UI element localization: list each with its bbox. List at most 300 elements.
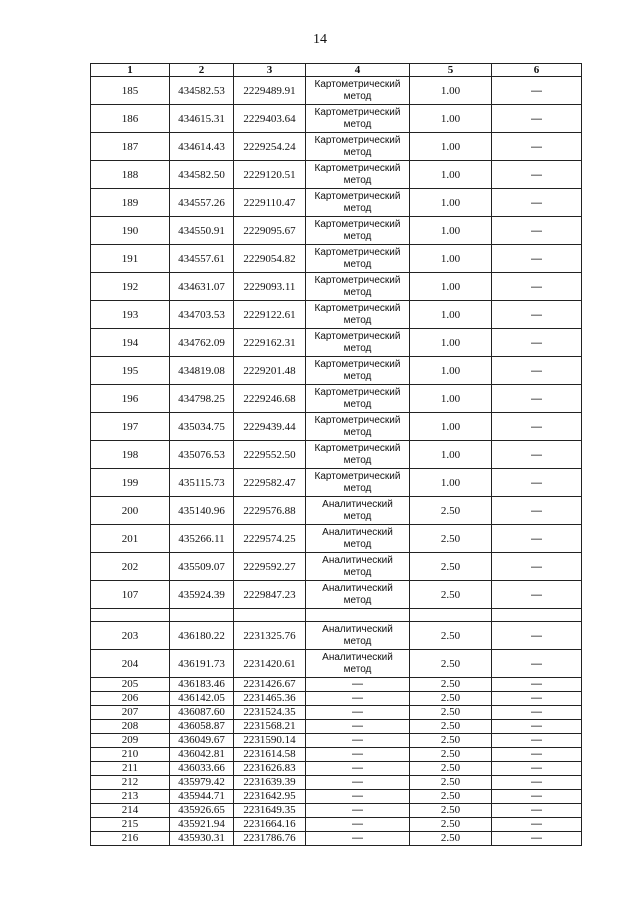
method-cell — [306, 762, 410, 776]
note-cell: — — [492, 273, 582, 301]
table-row — [91, 762, 582, 776]
table-body — [91, 77, 582, 846]
table-row — [91, 245, 582, 273]
note-cell: — — [492, 553, 582, 581]
y-coordinate-cell: 2229592.27 — [234, 553, 306, 581]
accuracy-cell: 1.00 — [410, 77, 492, 105]
method-text-line: Картометрический — [314, 78, 401, 90]
accuracy-cell: 2.50 — [410, 706, 492, 720]
y-coordinate-cell: 2231786.76 — [234, 832, 306, 846]
table-row — [91, 581, 582, 609]
table-row — [91, 469, 582, 497]
x-coordinate-cell: 434582.50 — [170, 161, 234, 189]
separator-cell — [306, 609, 410, 622]
header-col-2: 2 — [170, 64, 234, 77]
accuracy-cell: 2.50 — [410, 650, 492, 678]
method-text-line: Картометрический — [314, 386, 401, 398]
note-cell: — — [492, 748, 582, 762]
table-row — [91, 706, 582, 720]
method-text-line: — — [352, 818, 363, 830]
method-text-line: метод — [343, 635, 372, 647]
accuracy-cell: 1.00 — [410, 217, 492, 245]
note-cell: — — [492, 762, 582, 776]
page-number: 14 — [313, 32, 327, 47]
accuracy-cell: 1.00 — [410, 245, 492, 273]
note-cell: — — [492, 77, 582, 105]
method-text-line: метод — [343, 118, 372, 130]
header-col-5: 5 — [410, 64, 492, 77]
point-number-cell: 210 — [91, 748, 170, 762]
separator-cell — [234, 609, 306, 622]
y-coordinate-cell: 2229439.44 — [234, 413, 306, 441]
separator-cell — [170, 609, 234, 622]
method-text-line: Аналитический — [322, 498, 393, 510]
accuracy-cell: 1.00 — [410, 273, 492, 301]
point-number-cell: 193 — [91, 301, 170, 329]
x-coordinate-cell: 436049.67 — [170, 734, 234, 748]
x-coordinate-cell: 436042.81 — [170, 748, 234, 762]
accuracy-cell: 1.00 — [410, 133, 492, 161]
table-row — [91, 189, 582, 217]
x-coordinate-cell: 436183.46 — [170, 678, 234, 692]
note-cell: — — [492, 804, 582, 818]
method-text-line: метод — [343, 566, 372, 578]
note-cell: — — [492, 161, 582, 189]
method-cell — [306, 329, 410, 357]
method-cell — [306, 357, 410, 385]
note-cell: — — [492, 133, 582, 161]
method-text-line: метод — [343, 426, 372, 438]
x-coordinate-cell: 436180.22 — [170, 622, 234, 650]
point-number-cell: 215 — [91, 818, 170, 832]
accuracy-cell: 2.50 — [410, 581, 492, 609]
method-text-line: Аналитический — [322, 526, 393, 538]
y-coordinate-cell: 2229254.24 — [234, 133, 306, 161]
note-cell: — — [492, 105, 582, 133]
note-cell: — — [492, 525, 582, 553]
x-coordinate-cell: 434798.25 — [170, 385, 234, 413]
method-text-line: Картометрический — [314, 414, 401, 426]
note-cell: — — [492, 734, 582, 748]
y-coordinate-cell: 2231649.35 — [234, 804, 306, 818]
method-text-line: — — [352, 776, 363, 788]
accuracy-cell: 1.00 — [410, 329, 492, 357]
method-cell — [306, 804, 410, 818]
x-coordinate-cell: 435944.71 — [170, 790, 234, 804]
y-coordinate-cell: 2229489.91 — [234, 77, 306, 105]
y-coordinate-cell: 2229552.50 — [234, 441, 306, 469]
y-coordinate-cell: 2229054.82 — [234, 245, 306, 273]
table-row — [91, 692, 582, 706]
table-row — [91, 678, 582, 692]
point-number-cell: 203 — [91, 622, 170, 650]
table-row — [91, 720, 582, 734]
table-row — [91, 301, 582, 329]
method-text-line: Картометрический — [314, 106, 401, 118]
x-coordinate-cell: 435034.75 — [170, 413, 234, 441]
separator-cell — [91, 609, 170, 622]
accuracy-cell: 2.50 — [410, 720, 492, 734]
method-cell — [306, 581, 410, 609]
note-cell: — — [492, 790, 582, 804]
y-coordinate-cell: 2229201.48 — [234, 357, 306, 385]
point-number-cell: 206 — [91, 692, 170, 706]
method-cell — [306, 133, 410, 161]
header-col-3: 3 — [234, 64, 306, 77]
method-text-line: Картометрический — [314, 358, 401, 370]
point-number-cell: 211 — [91, 762, 170, 776]
header-col-4: 4 — [306, 64, 410, 77]
point-number-cell: 187 — [91, 133, 170, 161]
method-cell — [306, 189, 410, 217]
method-cell — [306, 385, 410, 413]
method-cell — [306, 497, 410, 525]
x-coordinate-cell: 434762.09 — [170, 329, 234, 357]
y-coordinate-cell: 2231524.35 — [234, 706, 306, 720]
point-number-cell: 191 — [91, 245, 170, 273]
method-cell — [306, 469, 410, 497]
point-number-cell: 212 — [91, 776, 170, 790]
table-row — [91, 818, 582, 832]
method-text-line: — — [352, 706, 363, 718]
x-coordinate-cell: 434582.53 — [170, 77, 234, 105]
y-coordinate-cell: 2231426.67 — [234, 678, 306, 692]
table-row — [91, 133, 582, 161]
point-number-cell: 196 — [91, 385, 170, 413]
x-coordinate-cell: 435930.31 — [170, 832, 234, 846]
method-text-line: метод — [343, 230, 372, 242]
method-text-line: — — [352, 804, 363, 816]
table-row — [91, 217, 582, 245]
accuracy-cell: 1.00 — [410, 413, 492, 441]
method-text-line: метод — [343, 370, 372, 382]
x-coordinate-cell: 434550.91 — [170, 217, 234, 245]
y-coordinate-cell: 2231590.14 — [234, 734, 306, 748]
method-text-line: метод — [343, 314, 372, 326]
point-number-cell: 216 — [91, 832, 170, 846]
accuracy-cell: 2.50 — [410, 497, 492, 525]
method-text-line: метод — [343, 342, 372, 354]
note-cell: — — [492, 385, 582, 413]
y-coordinate-cell: 2231664.16 — [234, 818, 306, 832]
y-coordinate-cell: 2231420.61 — [234, 650, 306, 678]
method-cell — [306, 720, 410, 734]
table-row — [91, 441, 582, 469]
note-cell: — — [492, 692, 582, 706]
method-cell — [306, 734, 410, 748]
note-cell: — — [492, 622, 582, 650]
method-text-line: — — [352, 762, 363, 774]
method-cell — [306, 678, 410, 692]
table-row — [91, 357, 582, 385]
method-text-line: — — [352, 734, 363, 746]
accuracy-cell: 1.00 — [410, 189, 492, 217]
accuracy-cell: 1.00 — [410, 357, 492, 385]
table-row — [91, 77, 582, 105]
method-text-line: метод — [343, 286, 372, 298]
note-cell: — — [492, 357, 582, 385]
note-cell: — — [492, 678, 582, 692]
x-coordinate-cell: 435076.53 — [170, 441, 234, 469]
table-row — [91, 553, 582, 581]
note-cell: — — [492, 469, 582, 497]
y-coordinate-cell: 2231626.83 — [234, 762, 306, 776]
table-row — [91, 622, 582, 650]
table-separator-row — [91, 609, 582, 622]
point-number-cell: 188 — [91, 161, 170, 189]
point-number-cell: 198 — [91, 441, 170, 469]
accuracy-cell: 1.00 — [410, 385, 492, 413]
method-cell — [306, 553, 410, 581]
note-cell: — — [492, 650, 582, 678]
method-text-line: — — [352, 678, 363, 690]
accuracy-cell: 2.50 — [410, 818, 492, 832]
table-row — [91, 385, 582, 413]
point-number-cell: 194 — [91, 329, 170, 357]
method-text-line: метод — [343, 398, 372, 410]
point-number-cell: 208 — [91, 720, 170, 734]
method-cell — [306, 245, 410, 273]
method-text-line: Картометрический — [314, 330, 401, 342]
y-coordinate-cell: 2229403.64 — [234, 105, 306, 133]
method-text-line: метод — [343, 663, 372, 675]
accuracy-cell: 2.50 — [410, 525, 492, 553]
method-text-line: Картометрический — [314, 274, 401, 286]
point-number-cell: 186 — [91, 105, 170, 133]
method-cell — [306, 105, 410, 133]
y-coordinate-cell: 2229093.11 — [234, 273, 306, 301]
point-number-cell: 197 — [91, 413, 170, 441]
note-cell: — — [492, 329, 582, 357]
note-cell: — — [492, 301, 582, 329]
table-row — [91, 804, 582, 818]
y-coordinate-cell: 2231465.36 — [234, 692, 306, 706]
method-text-line: — — [352, 748, 363, 760]
y-coordinate-cell: 2231642.95 — [234, 790, 306, 804]
point-number-cell: 195 — [91, 357, 170, 385]
method-cell — [306, 441, 410, 469]
accuracy-cell: 1.00 — [410, 441, 492, 469]
point-number-cell: 107 — [91, 581, 170, 609]
x-coordinate-cell: 435115.73 — [170, 469, 234, 497]
accuracy-cell: 2.50 — [410, 692, 492, 706]
note-cell: — — [492, 189, 582, 217]
accuracy-cell: 2.50 — [410, 776, 492, 790]
x-coordinate-cell: 435509.07 — [170, 553, 234, 581]
point-number-cell: 213 — [91, 790, 170, 804]
point-number-cell: 209 — [91, 734, 170, 748]
point-number-cell: 205 — [91, 678, 170, 692]
method-cell — [306, 650, 410, 678]
x-coordinate-cell: 435921.94 — [170, 818, 234, 832]
method-text-line: — — [352, 832, 363, 844]
table-row — [91, 105, 582, 133]
point-number-cell: 214 — [91, 804, 170, 818]
point-number-cell: 199 — [91, 469, 170, 497]
table-row — [91, 413, 582, 441]
method-text-line: метод — [343, 510, 372, 522]
accuracy-cell: 1.00 — [410, 105, 492, 133]
table-header-row — [91, 64, 582, 77]
method-cell — [306, 413, 410, 441]
y-coordinate-cell: 2229122.61 — [234, 301, 306, 329]
x-coordinate-cell: 434631.07 — [170, 273, 234, 301]
accuracy-cell: 2.50 — [410, 790, 492, 804]
x-coordinate-cell: 435140.96 — [170, 497, 234, 525]
y-coordinate-cell: 2229574.25 — [234, 525, 306, 553]
method-text-line: Аналитический — [322, 623, 393, 635]
method-text-line: Картометрический — [314, 134, 401, 146]
method-text-line: Картометрический — [314, 218, 401, 230]
note-cell: — — [492, 706, 582, 720]
method-text-line: метод — [343, 202, 372, 214]
method-cell — [306, 692, 410, 706]
method-text-line: метод — [343, 146, 372, 158]
method-text-line: Картометрический — [314, 470, 401, 482]
table-row — [91, 776, 582, 790]
point-number-cell: 189 — [91, 189, 170, 217]
header-col-6: 6 — [492, 64, 582, 77]
x-coordinate-cell: 435926.65 — [170, 804, 234, 818]
x-coordinate-cell: 436142.05 — [170, 692, 234, 706]
method-text-line: Картометрический — [314, 162, 401, 174]
accuracy-cell: 2.50 — [410, 622, 492, 650]
method-cell — [306, 273, 410, 301]
method-cell — [306, 525, 410, 553]
note-cell: — — [492, 245, 582, 273]
method-cell — [306, 790, 410, 804]
method-text-line: Аналитический — [322, 651, 393, 663]
note-cell: — — [492, 832, 582, 846]
header-col-1: 1 — [91, 64, 170, 77]
method-cell — [306, 301, 410, 329]
table-row — [91, 161, 582, 189]
x-coordinate-cell: 434615.31 — [170, 105, 234, 133]
point-number-cell: 204 — [91, 650, 170, 678]
x-coordinate-cell: 436087.60 — [170, 706, 234, 720]
note-cell: — — [492, 776, 582, 790]
note-cell: — — [492, 497, 582, 525]
accuracy-cell: 1.00 — [410, 301, 492, 329]
accuracy-cell: 1.00 — [410, 161, 492, 189]
table-row — [91, 525, 582, 553]
y-coordinate-cell: 2229847.23 — [234, 581, 306, 609]
x-coordinate-cell: 434614.43 — [170, 133, 234, 161]
x-coordinate-cell: 434557.26 — [170, 189, 234, 217]
accuracy-cell: 2.50 — [410, 678, 492, 692]
method-text-line: Картометрический — [314, 442, 401, 454]
y-coordinate-cell: 2229582.47 — [234, 469, 306, 497]
note-cell: — — [492, 818, 582, 832]
y-coordinate-cell: 2231639.39 — [234, 776, 306, 790]
x-coordinate-cell: 435924.39 — [170, 581, 234, 609]
x-coordinate-cell: 436033.66 — [170, 762, 234, 776]
accuracy-cell: 2.50 — [410, 553, 492, 581]
table-row — [91, 650, 582, 678]
accuracy-cell: 1.00 — [410, 469, 492, 497]
method-text-line: Аналитический — [322, 554, 393, 566]
method-cell — [306, 748, 410, 762]
table-row — [91, 329, 582, 357]
x-coordinate-cell: 435979.42 — [170, 776, 234, 790]
y-coordinate-cell: 2229120.51 — [234, 161, 306, 189]
method-text-line: Картометрический — [314, 246, 401, 258]
note-cell: — — [492, 413, 582, 441]
method-text-line: Аналитический — [322, 582, 393, 594]
method-text-line: метод — [343, 174, 372, 186]
table-row — [91, 273, 582, 301]
accuracy-cell: 2.50 — [410, 804, 492, 818]
method-cell — [306, 161, 410, 189]
table-row — [91, 832, 582, 846]
y-coordinate-cell: 2229576.88 — [234, 497, 306, 525]
table-row — [91, 790, 582, 804]
y-coordinate-cell: 2231614.58 — [234, 748, 306, 762]
x-coordinate-cell: 436058.87 — [170, 720, 234, 734]
point-number-cell: 207 — [91, 706, 170, 720]
x-coordinate-cell: 435266.11 — [170, 525, 234, 553]
x-coordinate-cell: 434557.61 — [170, 245, 234, 273]
y-coordinate-cell: 2231325.76 — [234, 622, 306, 650]
point-number-cell: 185 — [91, 77, 170, 105]
table-row — [91, 734, 582, 748]
accuracy-cell: 2.50 — [410, 762, 492, 776]
accuracy-cell: 2.50 — [410, 832, 492, 846]
y-coordinate-cell: 2231568.21 — [234, 720, 306, 734]
separator-cell — [492, 609, 582, 622]
method-text-line: — — [352, 720, 363, 732]
point-number-cell: 190 — [91, 217, 170, 245]
method-text-line: — — [352, 790, 363, 802]
method-cell — [306, 832, 410, 846]
y-coordinate-cell: 2229246.68 — [234, 385, 306, 413]
method-text-line: метод — [343, 594, 372, 606]
method-text-line: метод — [343, 258, 372, 270]
method-cell — [306, 818, 410, 832]
x-coordinate-cell: 434819.08 — [170, 357, 234, 385]
method-text-line: Картометрический — [314, 302, 401, 314]
table-row — [91, 497, 582, 525]
note-cell: — — [492, 720, 582, 734]
separator-cell — [410, 609, 492, 622]
point-number-cell: 201 — [91, 525, 170, 553]
note-cell: — — [492, 581, 582, 609]
point-number-cell: 202 — [91, 553, 170, 581]
accuracy-cell: 2.50 — [410, 748, 492, 762]
method-text-line: метод — [343, 538, 372, 550]
method-text-line: Картометрический — [314, 190, 401, 202]
method-text-line: метод — [343, 454, 372, 466]
method-text-line: метод — [343, 90, 372, 102]
point-number-cell: 192 — [91, 273, 170, 301]
method-cell — [306, 217, 410, 245]
x-coordinate-cell: 436191.73 — [170, 650, 234, 678]
table-row — [91, 748, 582, 762]
y-coordinate-cell: 2229162.31 — [234, 329, 306, 357]
method-cell — [306, 77, 410, 105]
method-cell — [306, 776, 410, 790]
point-number-cell: 200 — [91, 497, 170, 525]
method-cell — [306, 622, 410, 650]
method-text-line: — — [352, 692, 363, 704]
method-cell — [306, 706, 410, 720]
coordinates-table — [90, 63, 582, 846]
method-text-line: метод — [343, 482, 372, 494]
y-coordinate-cell: 2229095.67 — [234, 217, 306, 245]
y-coordinate-cell: 2229110.47 — [234, 189, 306, 217]
x-coordinate-cell: 434703.53 — [170, 301, 234, 329]
note-cell: — — [492, 441, 582, 469]
